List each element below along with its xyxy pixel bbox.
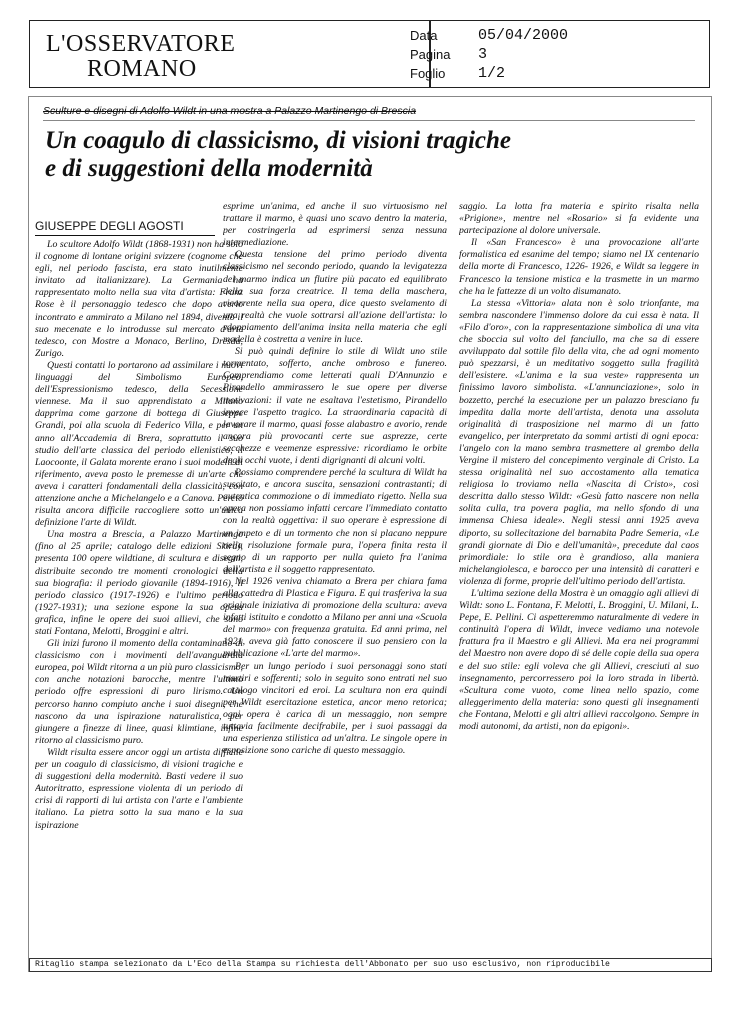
newspaper-clipping bbox=[28, 96, 712, 972]
paragraph: Questa tensione del primo periodo diventa classicismo nel secondo periodo, quando la levigatezza del marmo indica un flutire più pacato ed equilibrato della sua forza creatrice. Il tema della maschera, ricorrente nella sua opera, dice questo svelamento di una realtà che vuole sottrarsi all'azione dell'artista: lo sdoppiamento dell'anima insita nella materia che egli modella è costretta a venire in luce. bbox=[223, 249, 447, 346]
paragraph: esprime un'anima, ed anche il suo virtuosismo nel trattare il marmo, è quasi uno scavo dentro la materia, per costringerla ad esprimersi senza nessuna intermediazione. bbox=[223, 201, 447, 249]
paragraph: Una mostra a Brescia, a Palazzo Martinengo (fino al 25 aprile; catalogo delle edizioni Skira), presenta 100 opere wildtiane, di scultura e disegni, distribuite secondo tre momenti cronologici della sua biografia: il periodo giovanile (1894-1916), il periodo classico (1917-1926) e l'ultimo periodo (1927-1931); una sezione espone la sua opera grafica, infine le opere dei suoi allievi, che sono stati Fontana, Melotti, Broggini e altri. bbox=[35, 529, 243, 637]
paragraph: Possiamo comprendere perché la scultura di Wildt ha suscitato, e ancora suscita, sensazioni contrastanti; di autentica commozione o di immediato rigetto. Nella sua opera non possiamo infatti cercare l'immediato contatto con la realtà oggettiva: il suo operare è espressione di un impeto e di un tormento che non si placano neppure nella risoluzione formale pura, l'opera finita resta il segno di un rapporto per nulla quieto fra l'anima dell'artista e il soggetto rappresentato. bbox=[223, 467, 447, 575]
paragraph: Si può quindi definire lo stile di Wildt uno stile tormentato, sofferto, anche ombroso e funereo. Comprendiamo come letterati quali D'Annunzio e Pirandello ammirassero le sue opere per diverse motivazioni: il vate ne esaltava l'estetismo, Pirandello invece l'aspetto tragico. La straordinaria capacità di lavorare il marmo, quasi fosse alabastro e avorio, rende ancora più provocanti certe sue asprezze, certe secchezze e veemenze espressive: ricordiamo le orbite degli occhi vuote, i denti digrignanti di alcuni volti. bbox=[223, 346, 447, 466]
newspaper-logo-line2: ROMANO bbox=[87, 56, 197, 82]
headline-line-2: e di suggestioni della modernità bbox=[45, 155, 373, 182]
paragraph: Questi contatti lo portarono ad assimilare i nuovi linguaggi del Simbolismo Europeo, dell'Espressionismo tedesco, della Secessione viennese. Ma il suo apprendistato a Milano dapprima come garzone di bottega di Giuseppe Grandi, poi alla scuola di Federico Villa, e per un anno all'Accademia di Brera, soprattutto il suo studio dell'arte classica del periodo ellenistico, il Laocoonte, il Galata morente erano i suoi modelli di riferimento, aveva posto le premesse di un'arte che aveva i caratteri fondamentali della classicità, con attenzione anche a Michelangelo e a Canova. Perciò risulta ancora difficile raccogliere sotto un'unica definizione l'arte di Wildt. bbox=[35, 359, 243, 529]
masthead-box bbox=[29, 20, 710, 88]
paragraph: Wildt risulta essere ancor oggi un artista difficile per un coagulo di classicismo, di visioni tragiche e di suggestioni della modernità. Basti vedere il suo Autoritratto, espressione violenta di un periodo di crisi di rapporti di lui artista con l'arte e l'ambiente italiano. La pietra sotto la sua mano e la sua ispirazione bbox=[35, 746, 243, 831]
paragraph: Il «San Francesco» è una provocazione all'arte formalistica ed esanime del tempo; siamo nel IX centenario della morte di Francesco, 1226- 1926, e Wildt sa leggere in Francesco la tensione mistica e la trasmette in un marmo che ha le fattezze di un volto disumanato. bbox=[459, 237, 699, 297]
article-column-1 bbox=[35, 239, 243, 961]
foglio-label: Foglio bbox=[410, 66, 446, 81]
paragraph: La stessa «Vittoria» alata non è solo trionfante, ma sembra nascondere l'immenso dolore da cui essa è nata. Il «Filo d'oro», con la rappresentazione simbolica di una vita che sboccia sul volto del fanciullo, ma che sa di essere avviluppato dal sottile filo della vita, che ad ogni momento può spezzarsi, è un meditativo soggetto sulla fragilità dell'esistere. «L'anima e la sua veste» rappresenta un finissimo lavoro simbolista. «L'annunciazione», solo in bozzetto, perché la esecuzione per un palazzo bresciano fu impedita dalla morte dell'artista, denota una assoluta originalità di trasposizione nel marmo di un fatto evangelico, per interpretato da sommi artisti di ogni epoca: l'angelo con la mano sembra trasmettere al grembo della Vergine il mistero del concepimento verginale di Cristo. La stessa originalità nel suo accostamento alla tematica religiosa lo troviamo nella «Nascita di Cristo», così descritta dallo stesso Wildt: «Gesù fatto nascere non nella solita culla, tra povera paglia, ma nello sfondo di una immensa Chiesa ideale». Negli stessi anni 1925 aveva diporto, su sollecitazione del barnabita Padre Semeria, «Le grandi giornate di Dio e dell'umanità», precedute dal caos primordiale: lo stile ora è grandioso, alla maniera michelangiolesca, e barocco per una intensità di caratteri e violenza di forme, proprie dell'ultimo periodo dell'artista. bbox=[459, 297, 699, 587]
paragraph: Nel 1926 veniva chiamato a Brera per chiara fama alla cattedra di Plastica e Figura. E qui trasferiva la sua originale iniziativa di promozione della scultura: aveva infatti istituito e condotto a Milano per anni una «Scuola del marmo» con frequenza gratuita. Ed anni prima, nel 1921, aveva già fatto conoscere il suo pensiero con la pubblicazione «L'arte del marmo». bbox=[223, 575, 447, 660]
pagina-label: Pagina bbox=[410, 47, 451, 62]
paragraph: Per un lungo periodo i suoi personaggi sono stati martiri e sofferenti; solo in seguito sono entrati nel suo catalogo vincitori ed eroi. La scultura non era quindi per Wildt esercitazione estetica, ancor meno retorica; ogni opera è carica di un messaggio, non sempre tuttavia facilmente decifrabile, per i suoi passaggi da una esperienza stilistica ad un'altra. Le singole opere in esposizione sono cariche di questo messaggio. bbox=[223, 660, 447, 757]
article-byline: GIUSEPPE DEGLI AGOSTI bbox=[35, 219, 184, 233]
article-headline bbox=[45, 127, 705, 183]
article-kicker: Sculture e disegni di Adolfo Wildt in una mostra a Palazzo Martinengo di Brescia bbox=[43, 105, 417, 117]
headline-line-1: Un coagulo di classicismo, di visioni tragiche bbox=[45, 127, 511, 154]
kicker-rule bbox=[43, 120, 695, 121]
foglio-value: 1/2 bbox=[478, 65, 506, 82]
newspaper-logo-line1: L'OSSERVATORE bbox=[46, 31, 236, 57]
pagina-value: 3 bbox=[478, 46, 488, 63]
article-column-3 bbox=[459, 201, 699, 961]
data-label: Data bbox=[410, 28, 438, 43]
paragraph: Gli inizi furono il momento della contaminatio di classicismo con i movimenti dell'avanguardia europea, poi Wildt ritorna a un più puro classicismo, con anche notazioni barocche, mentre l'ultimo periodo offre espressioni di puro lirismo. Un percorso hanno compiuto anche i suoi disegni, che nascono da una ispirazione naturalistica, per giungere a finezze di linee, quasi klimtiane, infine ritorno al classicismo puro. bbox=[35, 638, 243, 746]
byline-rule bbox=[35, 235, 215, 236]
article-column-2 bbox=[223, 201, 447, 961]
data-value: 05/04/2000 bbox=[478, 27, 569, 44]
paragraph: L'ultima sezione della Mostra è un omaggio agli allievi di Wildt: sono L. Fontana, F. Melotti, L. Broggini, U. Milani, L. Pepe, E. Pellini. Ci aspetteremmo naturalmente di vedere in continuità l'opera di Wildt, invece vediamo una notevole frattura fra il Maestro e gli Allievi. Ma era nei programmi del Maestro non avere dopo di sé delle copie della sua opera e del suo stile: egli voleva che gli Allievi, cresciuti al suo insegnamento, percorressero poi la loro strada in libertà. «Scultura come vuoto, come linea nello spazio, come alleggerimento della materia: sono questi gli insegnamenti che Fontana, Melotti e gli altri allievi raccolgono. Sempre in modi autonomi, da artisti, non da epigoni». bbox=[459, 588, 699, 733]
clipping-footer bbox=[29, 958, 712, 972]
footer-text: Ritaglio stampa selezionato da L'Eco della Stampa su richiesta dell'Abbonato per suo uso esclusivo, non riproducibile bbox=[35, 960, 610, 969]
paragraph: Lo scultore Adolfo Wildt (1868-1931) non ha solo il cognome di lontane origini svizzere (cognome che egli, nel periodo fascista, era stato inutilmente invitato ad italianizzare). La Germania ha rappresentato molto nella sua vita d'artista: Franz Rose è il personaggio tedesco che dopo averlo incontrato e ammirato a Milano nel 1894, diventò il suo mecenate e lo introdusse sul mercato d'arte tedesco, con Mostre a Monaco, Berlino, Dresda, Zurigo. bbox=[35, 239, 243, 359]
paragraph: saggio. La lotta fra materia e spirito risalta nella «Prigione», mentre nel «Rosario» si fa evidente una partecipazione al dolore universale. bbox=[459, 201, 699, 237]
